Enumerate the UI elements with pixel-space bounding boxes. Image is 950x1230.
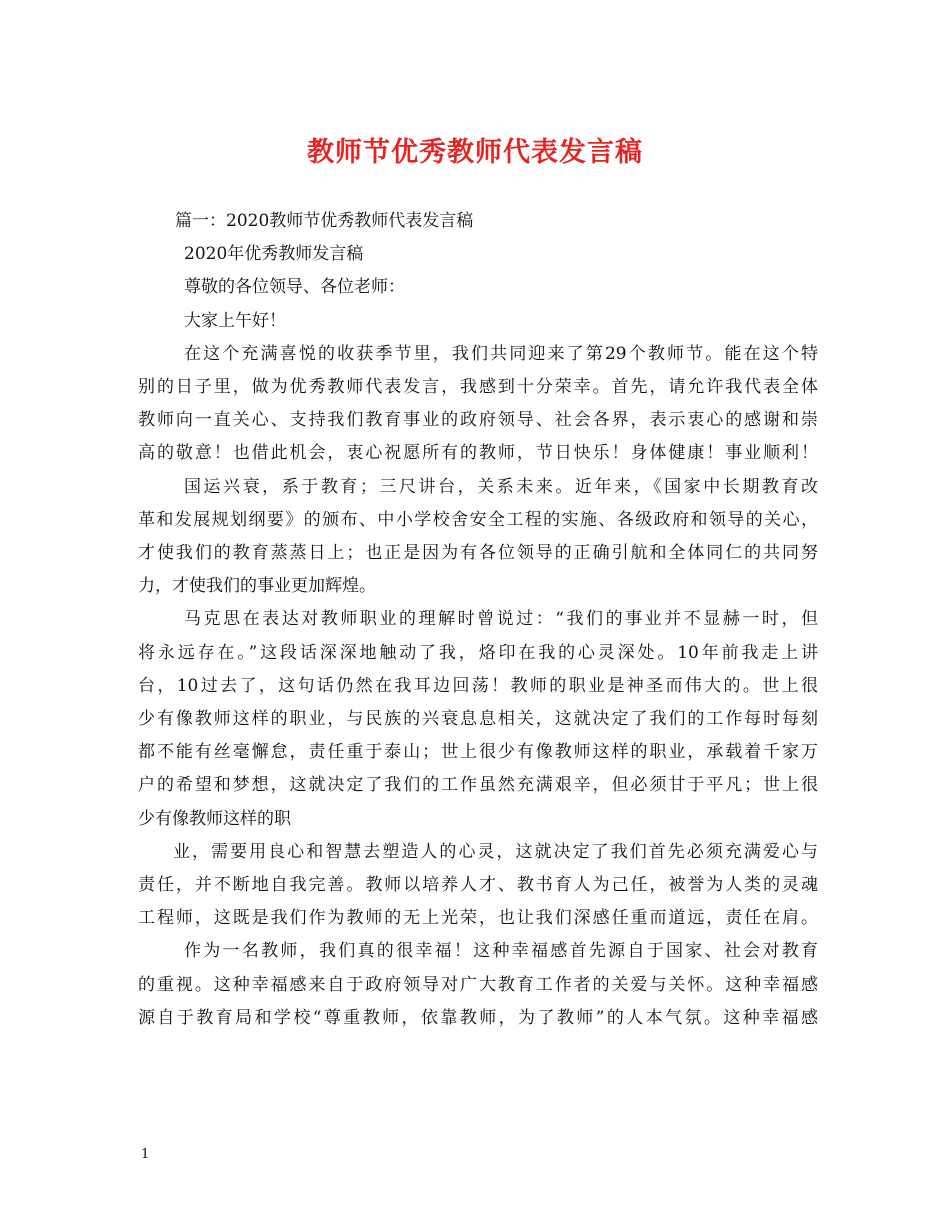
text-line: 工程师，这既是我们作为教师的无上光荣，也让我们深感任重而道远，责任在肩。 [138, 908, 818, 929]
text-line: 都不能有丝毫懈怠，责任重于泰山；世上很少有像教师这样的职业，承载着千家万 [138, 742, 818, 763]
text-line: 革和发展规划纲要》的颁布、中小学校舍安全工程的实施、各级政府和领导的关心， [138, 509, 818, 530]
text-line: 别的日子里，做为优秀教师代表发言，我感到十分荣幸。首先，请允许我代表全体 [138, 377, 818, 398]
text-line: 2020年优秀教师发言稿 [184, 244, 364, 265]
text-line: 将永远存在。”这段话深深地触动了我，烙印在我的心灵深处。10年前我走上讲 [138, 642, 818, 663]
text-line: 国运兴衰，系于教育；三尺讲台，关系未来。近年来，《国家中长期教育改 [184, 476, 818, 497]
document-title: 教师节优秀教师代表发言稿 [307, 137, 643, 168]
text-line: 教师向一直关心、支持我们教育事业的政府领导、社会各界，表示衷心的感谢和崇 [138, 410, 818, 431]
text-line: 户的希望和梦想，这就决定了我们的工作虽然充满艰辛，但必须甘于平凡；世上很 [138, 775, 818, 796]
text-line: 责任，并不断地自我完善。教师以培养人才、教书育人为己任，被誉为人类的灵魂 [138, 875, 818, 896]
text-line: 马克思在表达对教师职业的理解时曾说过：“我们的事业并不显赫一时，但 [184, 609, 818, 630]
text-line: 大家上午好！ [184, 310, 286, 331]
text-line: 源自于教育局和学校“尊重教师，依靠教师，为了教师”的人本气氛。这种幸福感 [138, 1007, 818, 1028]
text-line: 台，10过去了，这句话仍然在我耳边回荡！教师的职业是神圣而伟大的。世上很 [138, 675, 818, 696]
text-line: 尊敬的各位领导、各位老师： [184, 277, 405, 298]
text-line: 在这个充满喜悦的收获季节里，我们共同迎来了第29个教师节。能在这个特 [184, 343, 818, 364]
text-line: 业，需要用良心和智慧去塑造人的心灵，这就决定了我们首先必须充满爱心与 [173, 841, 818, 862]
text-line: 篇一：2020教师节优秀教师代表发言稿 [175, 211, 474, 231]
text-line: 高的敬意！也借此机会，衷心祝愿所有的教师，节日快乐！身体健康！事业顺利！ [138, 443, 818, 464]
text-line: 少有像教师这样的职业，与民族的兴衰息息相关，这就决定了我们的工作每时每刻 [138, 709, 818, 730]
text-line: 作为一名教师，我们真的很幸福！这种幸福感首先源自于国家、社会对教育 [184, 941, 818, 962]
text-line: 的重视。这种幸福感来自于政府领导对广大教育工作者的关爱与关怀。这种幸福感 [138, 974, 818, 995]
document-body [138, 205, 818, 1035]
text-line: 才使我们的教育蒸蒸日上；也正是因为有各位领导的正确引航和全体同仁的共同努 [138, 543, 818, 564]
text-line: 力，才使我们的事业更加辉煌。 [138, 576, 376, 597]
text-line: 少有像教师这样的职 [138, 808, 291, 829]
page-number: 1 [141, 1147, 150, 1162]
